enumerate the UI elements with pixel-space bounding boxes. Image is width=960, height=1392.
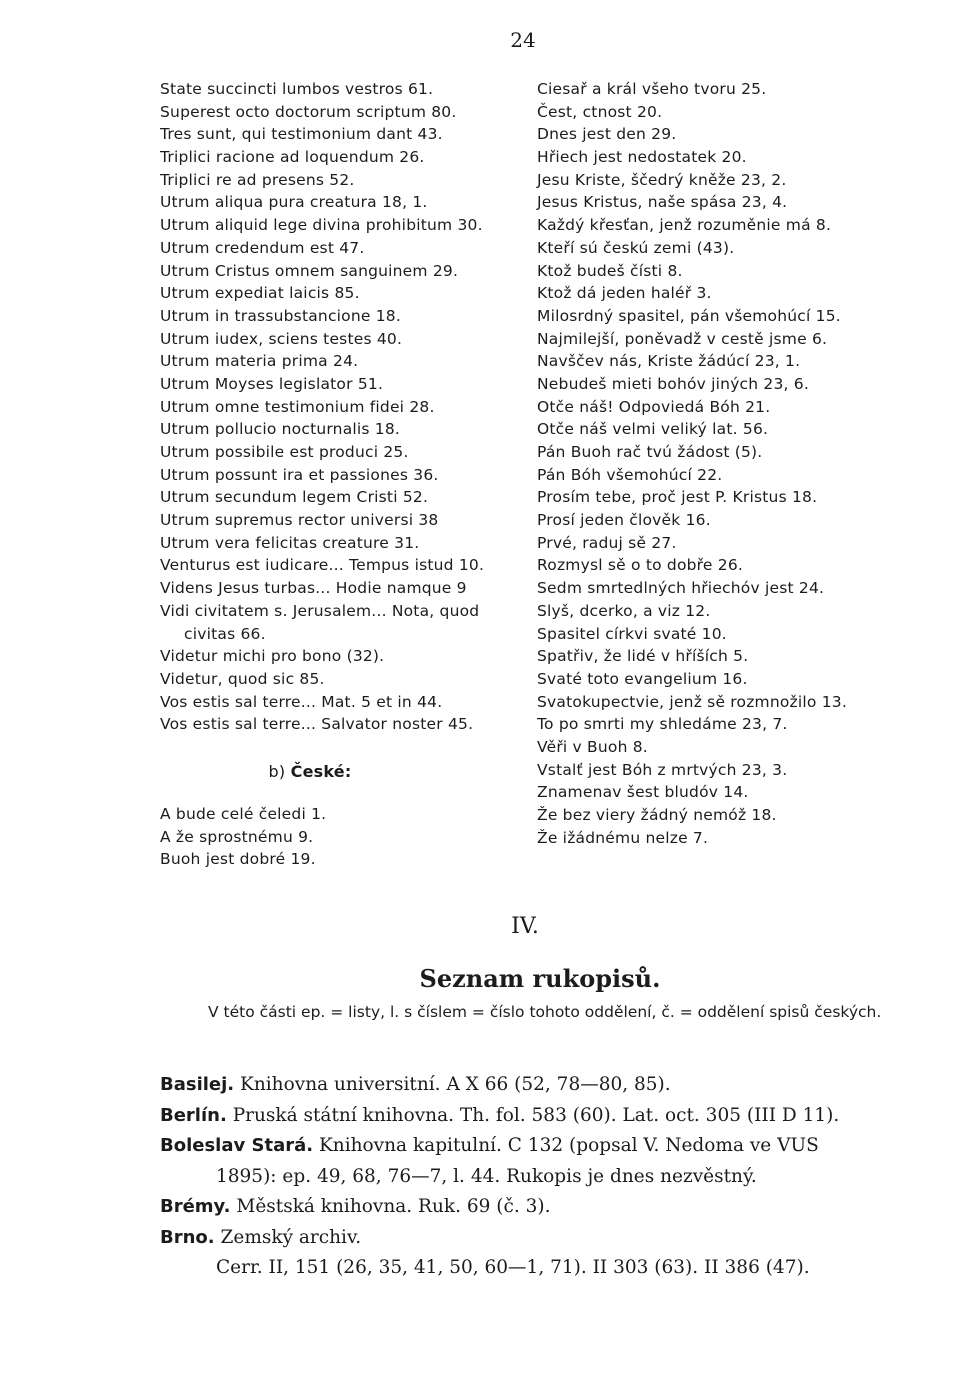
section-numeral: IV. bbox=[511, 914, 539, 939]
manuscript-location: Boleslav Stará. bbox=[160, 1135, 314, 1156]
incipit-entry: Hřiech jest nedostatek 20. bbox=[537, 148, 747, 167]
manuscript-description: Pruská státní knihovna. Th. fol. 583 (60). Lat. oct. 305 (III D 11). bbox=[232, 1104, 840, 1126]
incipit-entry: Utrum vera felicitas creature 31. bbox=[160, 533, 420, 552]
incipit-entry: Znamenav šest bludóv 14. bbox=[537, 783, 749, 802]
incipit-entry: Triplici racione ad loquendum 26. bbox=[160, 148, 425, 167]
incipit-entry: Videtur michi pro bono (32). bbox=[160, 647, 385, 666]
incipit-entry: Čest, ctnost 20. bbox=[537, 102, 663, 121]
incipit-entry: Nebudeš mieti bohóv jiných 23, 6. bbox=[537, 374, 809, 393]
page-number: 24 bbox=[510, 28, 536, 52]
incipit-entry: Milosrdný spasitel, pán všemohúcí 15. bbox=[537, 306, 841, 325]
incipit-entry: Utrum Cristus omnem sanguinem 29. bbox=[160, 261, 459, 280]
incipit-entry: Že bez viery žádný nemóž 18. bbox=[537, 806, 777, 824]
manuscript-location: Basilej. bbox=[160, 1074, 235, 1095]
incipit-entry: Každý křesťan, jenž rozuměnie má 8. bbox=[537, 216, 832, 235]
manuscript-location: Brno. bbox=[160, 1226, 215, 1248]
incipit-entry: Pán Buoh rač tvú žádost (5). bbox=[537, 443, 763, 461]
incipit-entry: Kteří sú českú zemi (43). bbox=[537, 238, 735, 257]
incipit-entry: Videns Jesus turbas... Hodie namque 9 bbox=[160, 579, 467, 598]
manuscript-entry bbox=[160, 1101, 890, 1132]
incipit-entry: Utrum possunt ira et passiones 36. bbox=[160, 465, 439, 484]
latin-incipit-list bbox=[160, 78, 520, 600]
subheading-label: České: bbox=[290, 761, 352, 781]
incipit-entry: Utrum materia prima 24. bbox=[160, 352, 359, 371]
incipit-entry: Pán Bóh všemohúcí 22. bbox=[537, 465, 723, 484]
incipit-index-right-column bbox=[537, 78, 937, 849]
manuscript-description: Městská knihovna. Ruk. 69 (č. 3). bbox=[236, 1196, 551, 1217]
incipit-entry: Triplici re ad presens 52. bbox=[160, 170, 355, 189]
incipit-entry: Utrum possibile est produci 25. bbox=[160, 443, 409, 461]
manuscript-description-continued: 1895): ep. 49, 68, 76—7, l. 44. Rukopis je dnes nezvěstný. bbox=[216, 1165, 757, 1187]
incipit-entry: Utrum aliquid lege divina prohibitum 30. bbox=[160, 216, 483, 235]
czech-incipit-list bbox=[160, 803, 520, 871]
incipit-entry: Svaté toto evangelium 16. bbox=[537, 669, 748, 688]
incipit-entry: A bude celé čeledi 1. bbox=[160, 804, 327, 823]
incipit-entry: Spasitel církvi svaté 10. bbox=[537, 624, 727, 643]
manuscript-location: Berlín. bbox=[160, 1104, 227, 1126]
incipit-entry: Dnes jest den 29. bbox=[537, 125, 677, 144]
incipit-entry: Jesu Kriste, ščedrý kněže 23, 2. bbox=[537, 170, 787, 189]
incipit-entry: Ktož budeš čísti 8. bbox=[537, 261, 683, 280]
incipit-entry: Utrum expediat laicis 85. bbox=[160, 284, 360, 303]
incipit-entry: Rozmysl sě o to dobře 26. bbox=[537, 556, 744, 575]
incipit-entry: Vos estis sal terre... Salvator noster 45. bbox=[160, 715, 474, 734]
incipit-entry: A že sprostnému 9. bbox=[160, 827, 314, 846]
incipit-entry: Prosím tebe, proč jest P. Kristus 18. bbox=[537, 488, 818, 507]
incipit-entry: Utrum secundum legem Cristi 52. bbox=[160, 488, 429, 507]
latin-incipit-list-tail bbox=[160, 645, 520, 736]
manuscript-entry bbox=[160, 1223, 890, 1284]
incipit-entry: Utrum in trassubstancione 18. bbox=[160, 306, 401, 325]
incipit-entry: Videtur, quod sic 85. bbox=[160, 669, 325, 688]
incipit-entry: Prvé, raduj sě 27. bbox=[537, 533, 677, 552]
manuscript-description: Zemský archiv. bbox=[220, 1226, 362, 1248]
incipit-entry: Sedm smrtedlných hřiechóv jest 24. bbox=[537, 579, 825, 598]
manuscript-entry bbox=[160, 1070, 890, 1101]
incipit-entry: Vos estis sal terre... Mat. 5 et in 44. bbox=[160, 692, 443, 711]
manuscript-entry bbox=[160, 1192, 890, 1223]
incipit-entry: Vstalť jest Bóh z mrtvých 23, 3. bbox=[537, 760, 788, 779]
incipit-entry: Slyš, dcerko, a viz 12. bbox=[537, 601, 711, 620]
manuscript-description: Knihovna universitní. A X 66 (52, 78—80, 85). bbox=[240, 1074, 671, 1095]
incipit-entry: Jesus Kristus, naše spása 23, 4. bbox=[537, 193, 788, 212]
incipit-index-left-column bbox=[160, 78, 520, 871]
incipit-entry: Utrum pollucio nocturnalis 18. bbox=[160, 420, 401, 439]
incipit-entry: Utrum iudex, sciens testes 40. bbox=[160, 329, 403, 348]
incipit-entry: Buoh jest dobré 19. bbox=[160, 850, 316, 869]
incipit-entry: Že ižádnému nelze 7. bbox=[537, 828, 709, 847]
subheading-prefix: b) bbox=[268, 761, 286, 781]
incipit-entry: Navščev nás, Kriste žádúcí 23, 1. bbox=[537, 352, 801, 371]
incipit-entry: Ciesař a král všeho tvoru 25. bbox=[537, 80, 767, 98]
incipit-entry: Utrum aliqua pura creatura 18, 1. bbox=[160, 193, 428, 212]
incipit-entry: State succincti lumbos vestros 61. bbox=[160, 80, 434, 98]
incipit-entry: Svatokupectvie, jenž sě rozmnožilo 13. bbox=[537, 692, 847, 711]
manuscript-description-continued: Cerr. II, 151 (26, 35, 41, 50, 60—1, 71). II 303 (63). II 386 (47). bbox=[216, 1257, 810, 1278]
incipit-entry: Spatřiv, že lidé v hříších 5. bbox=[537, 647, 749, 666]
incipit-entry: To po smrti my shledáme 23, 7. bbox=[537, 715, 788, 734]
section-title: Seznam rukopisů. bbox=[419, 964, 661, 993]
manuscript-list bbox=[160, 1070, 890, 1284]
czech-subheading bbox=[160, 761, 520, 783]
incipit-entry: Prosí jeden člověk 16. bbox=[537, 511, 711, 530]
incipit-entry: Utrum omne testimonium fidei 28. bbox=[160, 397, 435, 416]
incipit-entry: Utrum credendum est 47. bbox=[160, 238, 365, 257]
incipit-entry: Najmilejší, poněvadž v cestě jsme 6. bbox=[537, 329, 828, 348]
incipit-entry: Věři v Buoh 8. bbox=[537, 737, 648, 756]
incipit-entry-wrapped bbox=[160, 600, 520, 645]
incipit-entry: Utrum Moyses legislator 51. bbox=[160, 374, 384, 393]
incipit-entry-continuation: civitas 66. bbox=[184, 624, 266, 643]
incipit-entry: Superest octo doctorum scriptum 80. bbox=[160, 102, 457, 121]
abbreviation-note: V této části ep. = listy, l. s číslem = číslo tohoto oddělení, č. = oddělení spisů českých. bbox=[208, 1003, 882, 1021]
incipit-entry: Otče náš! Odpoviedá Bóh 21. bbox=[537, 397, 771, 416]
incipit-entry: Otče náš velmi veliký lat. 56. bbox=[537, 420, 769, 439]
incipit-entry: Tres sunt, qui testimonium dant 43. bbox=[160, 125, 443, 144]
incipit-entry: Venturus est iudicare... Tempus istud 10. bbox=[160, 556, 485, 575]
incipit-entry: Ktož dá jeden haléř 3. bbox=[537, 284, 712, 303]
manuscript-description: Knihovna kapitulní. C 132 (popsal V. Nedoma ve VUS bbox=[318, 1135, 819, 1156]
incipit-entry: Utrum supremus rector universi 38 bbox=[160, 511, 439, 530]
manuscript-entry bbox=[160, 1131, 890, 1192]
czech-incipit-list-continued bbox=[537, 78, 937, 849]
incipit-entry-line: Vidi civitatem s. Jerusalem... Nota, quod bbox=[160, 601, 480, 620]
manuscript-location: Brémy. bbox=[160, 1196, 231, 1217]
